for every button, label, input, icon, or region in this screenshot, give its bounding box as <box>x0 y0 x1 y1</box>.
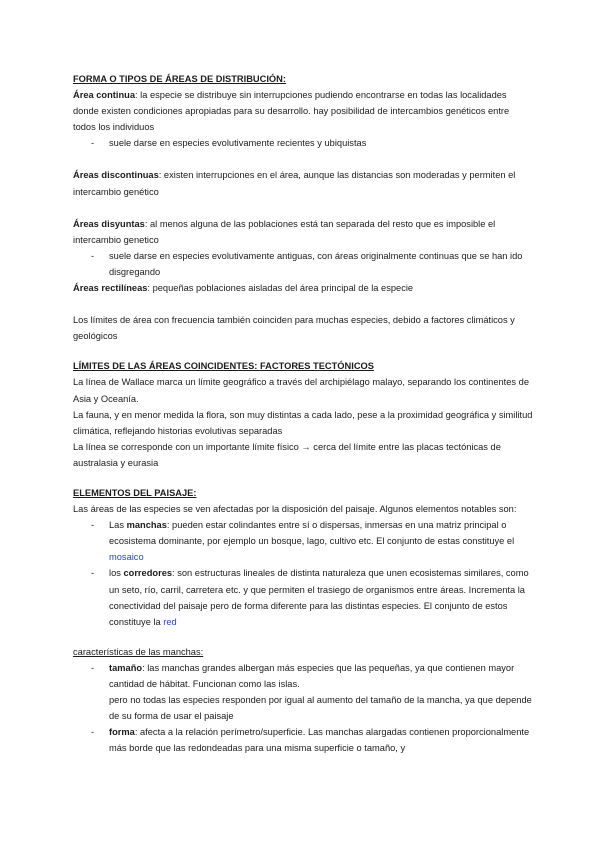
bullet-list-disyuntas <box>73 248 533 280</box>
list-item <box>73 565 533 629</box>
bullet-prefix: los <box>109 568 124 579</box>
section-heading-tectonic-factors: LÍMITES DE LAS ÁREAS COINCIDENTES: FACTORES TECTÓNICOS <box>73 361 374 372</box>
bullet-text: : afecta a la relación perímetro/superficie. Las manchas alargadas contienen proporcionalmente más borde que las redondeadas para una misma superficie o tamaño, y <box>109 727 530 754</box>
bullet-list-patch-characteristics <box>73 660 533 757</box>
paragraph-wallace: La línea de Wallace marca un límite geográfico a través del archipiélago malayo, separando los continentes de Asia y Oceanía. <box>73 377 529 404</box>
section-heading-landscape-elements: ELEMENTOS DEL PAISAJE: <box>73 487 197 498</box>
list-item <box>73 135 533 151</box>
term-areas-discontinuas: Áreas discontinuas <box>73 170 159 181</box>
link-mosaico[interactable]: mosaico <box>109 552 144 563</box>
dash-marker: - <box>91 662 95 673</box>
text-areas-disyuntas: : al menos alguna de las poblaciones está tan separada del resto que es imposible el intercambio genetico <box>73 218 496 245</box>
bullet-prefix: Las <box>109 520 127 531</box>
bullet-text: suele darse en especies evolutivamente recientes y ubiquistas <box>109 138 367 149</box>
dash-marker: - <box>91 250 95 261</box>
list-item <box>73 724 533 756</box>
list-item <box>73 660 533 724</box>
term-areas-rectilineas: Áreas rectilíneas <box>73 283 148 294</box>
list-item <box>73 248 533 280</box>
bullet-list-landscape <box>73 517 533 630</box>
section-heading-patch-characteristics: características de las manchas: <box>73 646 204 657</box>
paragraph-landscape-intro: Las áreas de las especies se ven afectadas por la disposición del paisaje. Algunos elementos notables son: <box>73 504 517 515</box>
term-tamano: tamaño <box>109 662 143 673</box>
text-area-continua: : la especie se distribuye sin interrupciones pudiendo encontrarse en todas las localidades donde existen condiciones apropiadas para su desarrollo. hay posibilidad de intercambios genéticos entre todos los individuos <box>73 90 510 133</box>
text-areas-rectilineas: : pequeñas poblaciones aisladas del área principal de la especie <box>147 283 414 294</box>
section-heading-distribution-types: FORMA O TIPOS DE ÁREAS DE DISTRIBUCIÓN: <box>73 74 286 84</box>
paragraph-areas-rectilineas <box>73 280 533 296</box>
paragraph-areas-discontinuas <box>73 167 533 199</box>
term-area-continua: Área continua <box>73 90 135 101</box>
dash-marker: - <box>91 568 95 579</box>
dash-marker: - <box>91 727 95 738</box>
bullet-list-continua <box>73 135 533 151</box>
term-manchas: manchas <box>126 520 167 531</box>
dash-marker: - <box>91 520 95 531</box>
term-forma: forma <box>109 727 135 738</box>
term-corredores: corredores <box>123 568 173 579</box>
paragraph-limite-fisico: La línea se corresponde con un importante límite físico → cerca del límite entre las placas tectónicas de australasia y eurasia <box>73 441 501 468</box>
bullet-text: : las manchas grandes albergan más especies que las pequeñas, ya que contienen mayor cantidad de hábitat. Funcionan como las islas. <box>109 662 515 689</box>
bullet-continuation: pero no todas las especies responden por igual al aumento del tamaño de la mancha, ya que depende de su forma de usar el paisaje <box>109 695 532 722</box>
bullet-text: : pueden estar colindantes entre sí o dispersas, inmersas en una matriz principal o ecosistema dominante, por ejemplo un bosque, lago, cultivo etc. El conjunto de estas constituye el <box>109 520 515 547</box>
paragraph-areas-disyuntas <box>73 216 533 248</box>
text-areas-discontinuas: : existen interrupciones en el área, aunque las distancias son moderadas y permiten el intercambio genético <box>73 170 516 197</box>
document-content <box>73 71 533 756</box>
bullet-text: suele darse en especies evolutivamente antiguas, con áreas originalmente continuas que se han ido disgregando <box>109 250 523 277</box>
paragraph-area-continua <box>73 87 533 135</box>
paragraph-limites: Los límites de área con frecuencia también coinciden para muchas especies, debido a factores climáticos y geológicos <box>73 315 515 342</box>
dash-marker: - <box>91 138 95 149</box>
bullet-text: : son estructuras lineales de distinta naturaleza que unen ecosistemas similares, como un seto, río, carril, carretera etc. y que permiten el trasiego de organismos entre áreas. Incrementa la conectividad del paisaje pero de forma diferente para las distintas especies. El conjunto de estos constituye la <box>109 568 529 627</box>
term-areas-disyuntas: Áreas disyuntas <box>73 218 145 229</box>
paragraph-fauna: La fauna, y en menor medida la flora, son muy distintas a cada lado, pese a la proximidad geográfica y similitud climática, reflejando historias evolutivas separadas <box>73 409 533 436</box>
link-red[interactable]: red <box>163 616 177 627</box>
list-item <box>73 517 533 565</box>
